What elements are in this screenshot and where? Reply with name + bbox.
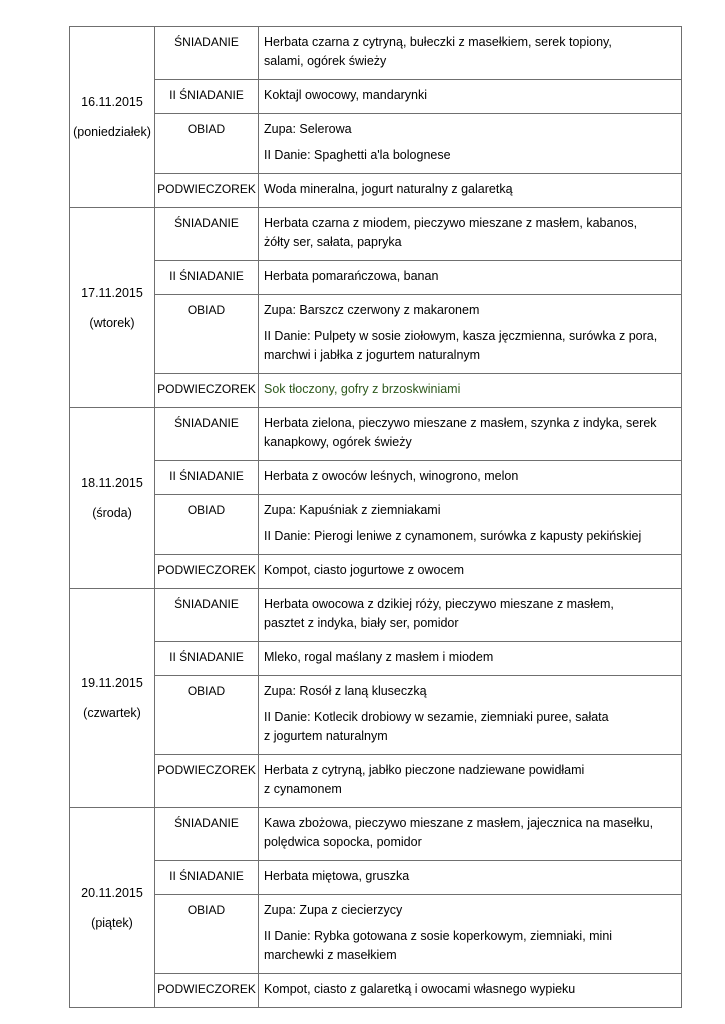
day-cell xyxy=(70,589,155,808)
meal-name: ŚNIADANIE xyxy=(174,597,239,611)
meal-description xyxy=(259,974,682,1008)
meal-line: Herbata z cytryną, jabłko pieczone nadziewane powidłami z cynamonem xyxy=(264,763,585,796)
meal-line: II Danie: Rybka gotowana z sosie koperkowym, ziemniaki, mini marchewki z masełkiem xyxy=(264,929,613,962)
meal-row xyxy=(70,495,682,555)
meal-line: Kompot, ciasto jogurtowe z owocem xyxy=(264,563,465,577)
meal-row xyxy=(70,114,682,174)
meal-name-cell xyxy=(155,374,259,408)
meal-description xyxy=(259,295,682,374)
meal-name-cell xyxy=(155,295,259,374)
meal-name: OBIAD xyxy=(187,303,226,317)
meal-row xyxy=(70,895,682,974)
meal-row xyxy=(70,861,682,895)
meal-description xyxy=(259,808,682,861)
meal-row xyxy=(70,461,682,495)
meal-row xyxy=(70,642,682,676)
meal-description xyxy=(259,374,682,408)
meal-name: PODWIECZOREK xyxy=(157,382,256,396)
meal-name: II ŚNIADANIE xyxy=(169,650,244,664)
meal-name: ŚNIADANIE xyxy=(174,216,239,230)
weekly-menu-table xyxy=(69,26,682,1008)
meal-name-cell xyxy=(155,755,259,808)
day-date: 20.11.2015 xyxy=(81,885,143,900)
meal-line: II Danie: Kotlecik drobiowy w sezamie, ziemniaki puree, sałata z jogurtem naturalnym xyxy=(264,710,609,743)
meal-name-cell xyxy=(155,642,259,676)
meal-description xyxy=(259,114,682,174)
meal-description xyxy=(259,208,682,261)
day-date: 16.11.2015 xyxy=(81,95,143,109)
meal-description xyxy=(259,495,682,555)
meal-name-cell xyxy=(155,808,259,861)
meal-line: Kawa zbożowa, pieczywo mieszane z masłem, jajecznica na masełku, polędwica sopocka, pomidor xyxy=(264,816,654,849)
meal-description xyxy=(259,676,682,755)
day-cell xyxy=(70,408,155,589)
meal-row xyxy=(70,974,682,1008)
meal-row xyxy=(70,27,682,80)
meal-row xyxy=(70,80,682,114)
meal-description xyxy=(259,642,682,676)
day-weekday: (środa) xyxy=(92,506,132,520)
meal-row xyxy=(70,174,682,208)
meal-line: Zupa: Kapuśniak z ziemniakami xyxy=(264,503,441,517)
day-date: 17.11.2015 xyxy=(81,285,143,300)
meal-description xyxy=(259,461,682,495)
meal-line: Herbata czarna z miodem, pieczywo mieszane z masłem, kabanos, żółty ser, sałata, papryka xyxy=(264,216,638,249)
meal-description xyxy=(259,895,682,974)
meal-name: ŚNIADANIE xyxy=(174,816,239,830)
meal-name: PODWIECZOREK xyxy=(157,182,256,196)
meal-line: Herbata pomarańczowa, banan xyxy=(264,269,439,283)
meal-name: II ŚNIADANIE xyxy=(169,469,244,483)
meal-row xyxy=(70,808,682,861)
meal-name: II ŚNIADANIE xyxy=(169,869,244,883)
meal-description xyxy=(259,589,682,642)
meal-name-cell xyxy=(155,861,259,895)
day-weekday: (piątek) xyxy=(91,915,133,930)
meal-name: ŚNIADANIE xyxy=(174,35,239,49)
meal-line: Zupa: Selerowa xyxy=(264,122,352,136)
meal-name: OBIAD xyxy=(187,503,226,517)
meal-name-cell xyxy=(155,261,259,295)
day-date: 19.11.2015 xyxy=(81,676,143,690)
meal-name: PODWIECZOREK xyxy=(157,982,256,996)
meal-name: PODWIECZOREK xyxy=(157,563,256,577)
meal-row xyxy=(70,295,682,374)
day-cell xyxy=(70,27,155,208)
meal-description xyxy=(259,555,682,589)
meal-description xyxy=(259,27,682,80)
meal-description xyxy=(259,261,682,295)
meal-description xyxy=(259,80,682,114)
meal-name: OBIAD xyxy=(187,684,226,698)
meal-line: Zupa: Zupa z ciecierzycy xyxy=(264,903,403,917)
day-cell xyxy=(70,808,155,1008)
meal-line: II Danie: Pierogi leniwe z cynamonem, surówka z kapusty pekińskiej xyxy=(264,529,642,543)
day-weekday: (wtorek) xyxy=(89,315,135,330)
meal-description xyxy=(259,861,682,895)
meal-row xyxy=(70,589,682,642)
meal-name: OBIAD xyxy=(187,122,226,136)
meal-line: Herbata zielona, pieczywo mieszane z masłem, szynka z indyka, serek kanapkowy, ogórek świeży xyxy=(264,416,657,449)
meal-name-cell xyxy=(155,676,259,755)
meal-name-cell xyxy=(155,174,259,208)
meal-name-cell xyxy=(155,974,259,1008)
meal-name: II ŚNIADANIE xyxy=(169,269,244,283)
meal-row xyxy=(70,261,682,295)
meal-name-cell xyxy=(155,589,259,642)
meal-description xyxy=(259,755,682,808)
meal-line: II Danie: Pulpety w sosie ziołowym, kasza jęczmienna, surówka z pora, marchwi i jabłka z jogurtem naturalnym xyxy=(264,329,658,362)
meal-name-cell xyxy=(155,408,259,461)
meal-row xyxy=(70,755,682,808)
meal-row xyxy=(70,408,682,461)
meal-line: Koktajl owocowy, mandarynki xyxy=(264,88,428,102)
meal-name-cell xyxy=(155,495,259,555)
meal-row xyxy=(70,555,682,589)
meal-name-cell xyxy=(155,895,259,974)
meal-row xyxy=(70,676,682,755)
meal-name: ŚNIADANIE xyxy=(174,416,239,430)
meal-line: Herbata czarna z cytryną, bułeczki z masełkiem, serek topiony, salami, ogórek świeży xyxy=(264,35,612,68)
meal-line: Sok tłoczony, gofry z brzoskwiniami xyxy=(264,382,461,396)
day-weekday: (poniedziałek) xyxy=(73,125,151,139)
meal-description xyxy=(259,174,682,208)
meal-name: PODWIECZOREK xyxy=(157,763,256,777)
meal-name-cell xyxy=(155,555,259,589)
meal-line: Herbata miętowa, gruszka xyxy=(264,869,410,883)
meal-line: Mleko, rogal maślany z masłem i miodem xyxy=(264,650,494,664)
meal-line: Zupa: Rosół z laną kluseczką xyxy=(264,684,427,698)
meal-name: II ŚNIADANIE xyxy=(169,88,244,102)
meal-row xyxy=(70,208,682,261)
meal-name-cell xyxy=(155,461,259,495)
day-weekday: (czwartek) xyxy=(83,706,141,720)
meal-line: Kompot, ciasto z galaretką i owocami własnego wypieku xyxy=(264,982,576,996)
meal-name-cell xyxy=(155,80,259,114)
day-cell xyxy=(70,208,155,408)
meal-name-cell xyxy=(155,114,259,174)
meal-row xyxy=(70,374,682,408)
meal-name: OBIAD xyxy=(187,903,226,917)
meal-line: Herbata owocowa z dzikiej róży, pieczywo mieszane z masłem, pasztet z indyka, biały ser, pomidor xyxy=(264,597,614,630)
meal-line: II Danie: Spaghetti a'la bolognese xyxy=(264,148,451,162)
day-date: 18.11.2015 xyxy=(81,476,143,490)
meal-line: Woda mineralna, jogurt naturalny z galaretką xyxy=(264,182,513,196)
meal-name-cell xyxy=(155,208,259,261)
meal-line: Herbata z owoców leśnych, winogrono, melon xyxy=(264,469,519,483)
meal-name-cell xyxy=(155,27,259,80)
meal-description xyxy=(259,408,682,461)
meal-line: Zupa: Barszcz czerwony z makaronem xyxy=(264,303,480,317)
